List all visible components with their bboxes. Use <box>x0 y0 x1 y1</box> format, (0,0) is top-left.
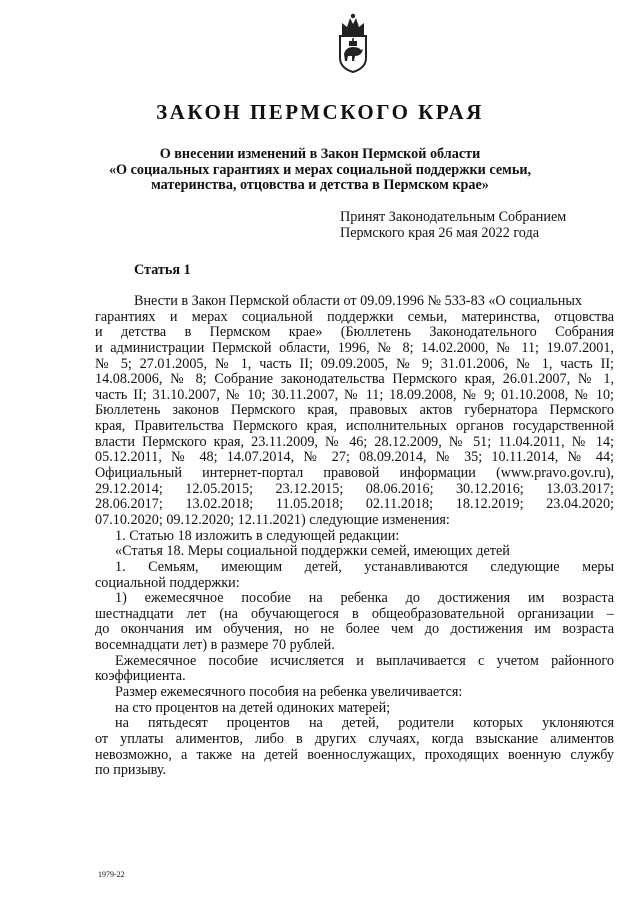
text-line: Ежемесячное пособие исчисляется и выплачивается с учетом районного <box>115 653 614 669</box>
text-line: Внести в Закон Пермской области от 09.09.1996 № 533-83 «О социальных <box>134 293 582 309</box>
text-line: на сто процентов на детей одиноких матерей; <box>115 699 391 716</box>
text-line: по призыву. <box>95 762 167 779</box>
text-line: коэффициента. <box>95 668 186 685</box>
text-line: на пятьдесят процентов на детей, родители которых уклоняются <box>115 716 614 732</box>
text-line: гарантиях и мерах социальной поддержки семьи, материнства, отцовства <box>95 309 614 325</box>
article-heading: Статья 1 <box>134 262 191 278</box>
text-line: невозможно, а также на детей военнослужащих, проходящих военную службу <box>95 747 614 763</box>
adoption-line: Пермского края 26 мая 2022 года <box>340 224 539 241</box>
text-line: края, Правительства Пермского края, исполнительных органов государственной <box>95 419 614 435</box>
law-title: ЗАКОН ПЕРМСКОГО КРАЯ <box>156 100 484 124</box>
coat-of-arms-icon <box>333 12 373 74</box>
text-line: до окончания им обучения, но не более чем до достижения им возраста <box>95 622 614 638</box>
text-line: и администрации Пермской области, 1996, № 8; 14.02.2000, № 11; 19.07.2001, <box>95 340 614 356</box>
adoption-note <box>340 210 566 241</box>
document-code: 1979-22 <box>98 870 125 879</box>
text-line: 28.06.2017; 13.02.2018; 11.05.2018; 02.11.2018; 18.12.2019; 23.04.2020; <box>95 497 614 513</box>
text-line: 1. Семьям, имеющим детей, устанавливаются следующие меры <box>115 559 614 575</box>
text-line: № 5; 27.01.2005, № 1, часть II; 09.09.2005, № 9; 31.01.2006, № 1, часть II; <box>95 356 614 372</box>
text-line: Бюллетень законов Пермского края, правовых актов губернатора Пермского <box>95 403 614 419</box>
text-line: власти Пермского края, 23.11.2009, № 46; 28.12.2009, № 51; 11.04.2011, № 14; <box>95 434 614 450</box>
subtitle-line: материнства, отцовства и детства в Пермском крае» <box>151 177 489 193</box>
article-body <box>95 294 614 779</box>
text-line: 05.12.2011, № 48; 14.07.2014, № 27; 08.09.2014, № 35; 10.11.2014, № 44; <box>95 450 614 466</box>
text-line: часть II; 31.10.2007, № 10; 30.11.2007, № 11; 18.09.2008, № 9; 01.10.2008, № 10; <box>95 387 614 403</box>
text-line: 29.12.2014; 12.05.2015; 23.12.2015; 08.06.2016; 30.12.2016; 13.03.2017; <box>95 481 614 497</box>
text-line: 14.08.2006, № 8; Собрание законодательства Пермского края, 26.01.2007, № 1, <box>95 372 614 388</box>
text-line: от уплаты алиментов, либо в других случаях, когда взыскание алиментов <box>95 731 614 747</box>
law-subtitle <box>0 147 640 194</box>
text-line: шестнадцати лет (на обучающегося в общеобразовательной организации – <box>95 606 614 622</box>
adoption-line: Принят Законодательным Собранием <box>340 209 567 225</box>
subtitle-line: «О социальных гарантиях и мерах социальной поддержки семьи, <box>108 161 532 178</box>
text-line: и детства в Пермском крае» (Бюллетень Законодательного Собрания <box>95 325 614 341</box>
text-line: Официальный интернет-портал правовой информации (www.pravo.gov.ru), <box>95 466 614 482</box>
text-line: социальной поддержки: <box>95 574 240 591</box>
subtitle-line: О внесении изменений в Закон Пермской области <box>159 146 481 162</box>
text-line: 07.10.2020; 09.12.2020; 12.11.2021) следующие изменения: <box>95 511 450 528</box>
text-line: восемнадцати лет) в размере 70 рублей. <box>95 637 335 654</box>
text-line: 1) ежемесячное пособие на ребенка до достижения им возраста <box>115 591 614 607</box>
text-line: 1. Статью 18 изложить в следующей редакции: <box>115 527 400 544</box>
text-line: Размер ежемесячного пособия на ребенка увеличивается: <box>115 684 463 701</box>
text-line: «Статья 18. Меры социальной поддержки семей, имеющих детей <box>115 543 510 560</box>
